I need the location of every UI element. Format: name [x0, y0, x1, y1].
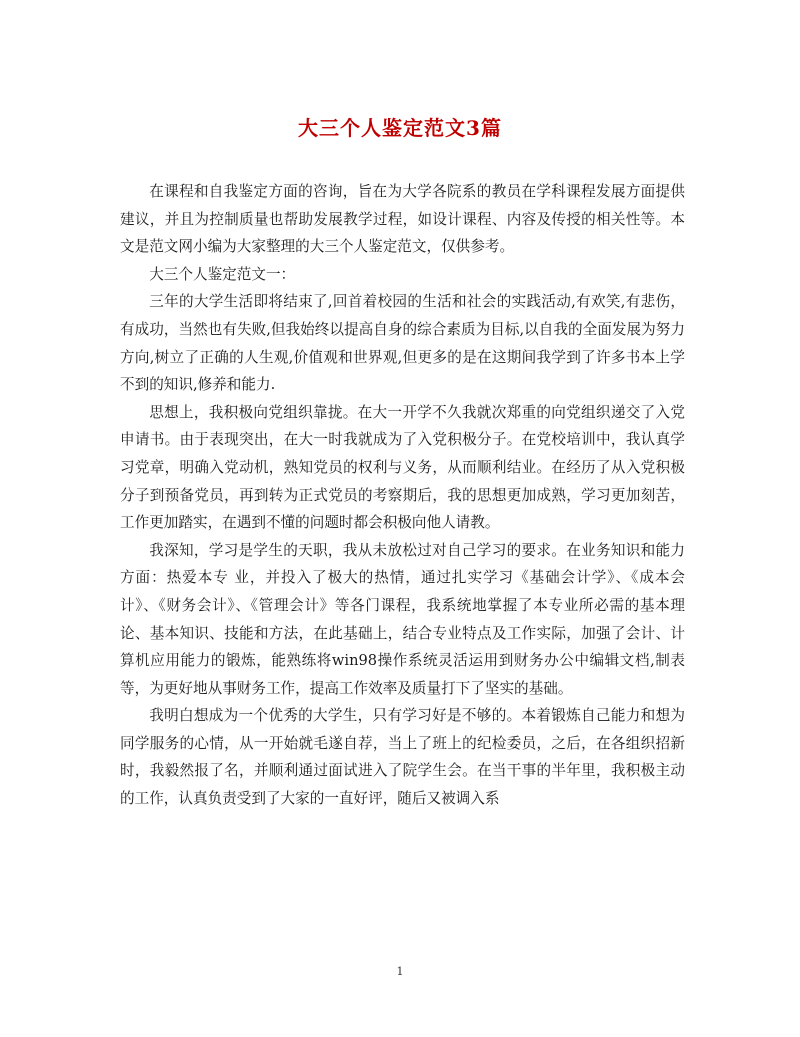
body-paragraph: 三年的大学生活即将结束了,回首着校园的生活和社会的实践活动,有欢笑,有悲伤，有成功，当然也有失败,但我始终以提高自身的综合素质为目标,以自我的全面发展为努力方向,树立了正确的人生观,价值观和世界观,但更多的是在这期间我学到了许多书本上学不到的知识,修养和能力.: [120, 293, 685, 394]
body-paragraph: 我深知，学习是学生的天职，我从未放松过对自己学习的要求。在业务知识和能力方面：热爱本专 业，并投入了极大的热情，通过扎实学习《基础会计学》、《成本会计》、《财务会计》、《管理会计》等各门课程，我系统地掌握了本专业所必需的基本理论、基本知识、技能和方法，在此基础上，结合专业特点及工作实际，加强了会计、计算机应用能力的锻炼，能熟练将win98操作系统灵活运用到财务办公中编辑文档,制表等，为更好地从事财务工作，提高工作效率及质量打下了坚实的基础。: [120, 541, 685, 697]
document-title: 大三个人鉴定范文3篇: [298, 116, 502, 140]
body-paragraph: 思想上，我积极向党组织靠拢。在大一开学不久我就次郑重的向党组织递交了入党申请书。由于表现突出，在大一时我就成为了入党积极分子。在党校培训中，我认真学习党章，明确入党动机，熟知党员的权利与义务，从而顺利结业。在经历了从入党积极分子到预备党员，再到转为正式党员的考察期后，我的思想更加成熟，学习更加刻苦，工作更加踏实，在遇到不懂的问题时都会积极向他人请教。: [120, 403, 685, 532]
intro-paragraph: 在课程和自我鉴定方面的咨询，旨在为大学各院系的教员在学科课程发展方面提供建议，并且为控制质量也帮助发展教学过程，如设计课程、内容及传授的相关性等。本文是范文网小编为大家整理的大三个人鉴定范文，仅供参考。: [120, 183, 685, 256]
body-paragraph: 我明白想成为一个优秀的大学生，只有学习好是不够的。本着锻炼自己能力和想为同学服务的心情，从一开始就毛遂自荐，当上了班上的纪检委员，之后，在各组织招新时，我毅然报了名，并顺利通过面试进入了院学生会。在当干事的半年里，我积极主动的工作，认真负责受到了大家的一直好评，随后又被调入系: [120, 707, 685, 808]
document-body: [120, 178, 685, 813]
section-heading: 大三个人鉴定范文一：: [149, 265, 296, 283]
page-number: 1: [396, 965, 404, 978]
